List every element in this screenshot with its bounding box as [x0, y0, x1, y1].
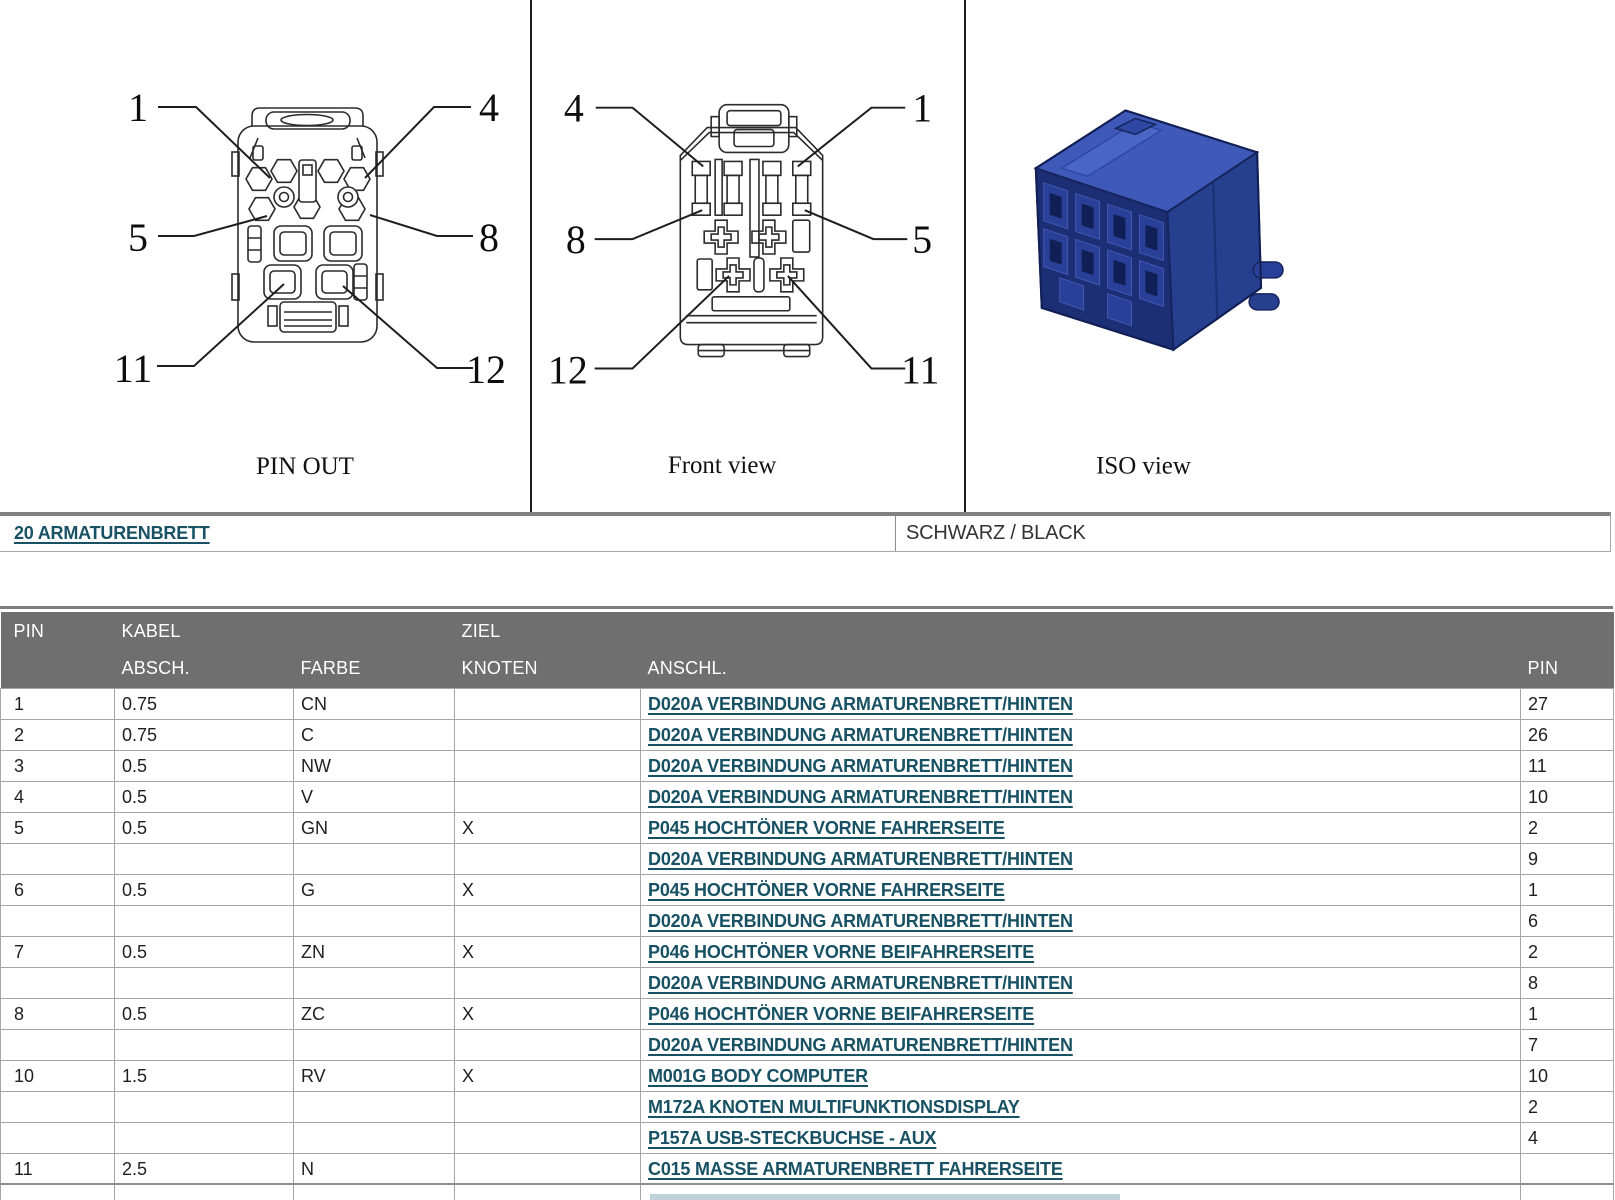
target-cell: [641, 1122, 1521, 1153]
table-row: [1, 905, 1614, 936]
connector-link[interactable]: M172A KNOTEN MULTIFUNKTIONSDISPLAY: [648, 1096, 1020, 1117]
knoten-cell: X: [455, 936, 641, 967]
pinout-callout-8: 8: [479, 215, 499, 260]
wire-color-cell: N: [294, 1153, 455, 1184]
table-row: [1, 1091, 1614, 1122]
connector-link[interactable]: D020A VERBINDUNG ARMATURENBRETT/HINTEN: [648, 724, 1073, 745]
connector-link[interactable]: D020A VERBINDUNG ARMATURENBRETT/HINTEN: [648, 910, 1073, 931]
knoten-cell: X: [455, 998, 641, 1029]
connector-color-cell: [895, 516, 1610, 551]
pinout-caption: PIN OUT: [256, 453, 354, 480]
wire-color-cell: ZC: [294, 998, 455, 1029]
connector-link[interactable]: D020A VERBINDUNG ARMATURENBRETT/HINTEN: [648, 1034, 1073, 1055]
header-spacer: [1521, 612, 1614, 650]
wire-color-cell: [294, 1029, 455, 1060]
pin-table-header: [1, 612, 1614, 688]
leader-line: [370, 215, 473, 236]
wire-size-cell: 0.5: [115, 998, 294, 1029]
header-pin-right: PIN: [1521, 650, 1614, 688]
front-callout-5: 5: [912, 218, 933, 263]
knoten-cell: [455, 1091, 641, 1122]
connector-link[interactable]: D020A VERBINDUNG ARMATURENBRETT/HINTEN: [648, 786, 1073, 807]
table-row: [1, 1153, 1614, 1184]
target-cell: [641, 967, 1521, 998]
front-callout-4: 4: [563, 86, 584, 131]
wire-size-cell: [115, 1029, 294, 1060]
connector-link[interactable]: D020A VERBINDUNG ARMATURENBRETT/HINTEN: [648, 693, 1073, 714]
header-kabel: KABEL: [115, 612, 455, 650]
connector-code-cell: [0, 516, 895, 551]
wire-color-cell: RV: [294, 1060, 455, 1091]
target-cell: [641, 936, 1521, 967]
connector-link[interactable]: P045 HOCHTÖNER VORNE FAHRERSEITE: [648, 879, 1005, 900]
target-pin-cell: 27: [1521, 688, 1614, 719]
pin-cell: [1, 1122, 115, 1153]
knoten-cell: [455, 719, 641, 750]
pin-cell: 2: [1, 719, 115, 750]
table-top-rule: [0, 606, 1613, 609]
front-callout-1: 1: [912, 86, 933, 131]
wire-color-cell: [294, 905, 455, 936]
target-pin-cell: 6: [1521, 905, 1614, 936]
pin-cell: 4: [1, 781, 115, 812]
pin-cell: 11: [1, 1153, 115, 1184]
wire-size-cell: 0.5: [115, 781, 294, 812]
wire-size-cell: 0.75: [115, 719, 294, 750]
table-row: [1, 874, 1614, 905]
target-pin-cell: 7: [1521, 1029, 1614, 1060]
knoten-cell: [455, 967, 641, 998]
panel-pinout: [0, 0, 530, 512]
wire-size-cell: [115, 1122, 294, 1153]
wire-size-cell: [115, 1091, 294, 1122]
pin-cell: 6: [1, 874, 115, 905]
target-pin-cell: 10: [1521, 1060, 1614, 1091]
pin-cell: 3: [1, 750, 115, 781]
wire-color-cell: V: [294, 781, 455, 812]
pin-cell: 10: [1, 1060, 115, 1091]
target-cell: [641, 1091, 1521, 1122]
header-farbe: FARBE: [294, 650, 455, 688]
leader-line: [343, 286, 473, 368]
pin-cell: 1: [1, 688, 115, 719]
table-row: [1, 1122, 1614, 1153]
pinout-diagram: [0, 0, 530, 512]
target-cell: [641, 1029, 1521, 1060]
connector-link[interactable]: P045 HOCHTÖNER VORNE FAHRERSEITE: [648, 817, 1005, 838]
pin-cell: [1, 1029, 115, 1060]
front-view-caption: Front view: [667, 451, 777, 479]
diagram-panels: [0, 0, 1615, 512]
pin-cell: 7: [1, 936, 115, 967]
header-pin: PIN: [1, 612, 115, 650]
target-pin-cell: 1: [1521, 874, 1614, 905]
pinout-callout-4: 4: [479, 85, 499, 130]
table-row: [1, 1029, 1614, 1060]
knoten-cell: [455, 1153, 641, 1184]
target-cell: [641, 750, 1521, 781]
header-knoten: KNOTEN: [455, 650, 641, 688]
header-absch: ABSCH.: [115, 650, 294, 688]
knoten-cell: X: [455, 1060, 641, 1091]
leader-line: [365, 107, 471, 178]
header-ziel: ZIEL: [455, 612, 1521, 650]
wire-size-cell: 0.75: [115, 688, 294, 719]
pin-cell: [1, 905, 115, 936]
pinout-callout-11: 11: [113, 346, 153, 391]
pin-cell: 5: [1, 812, 115, 843]
leader-line: [805, 210, 908, 239]
table-row-clipped: [1, 1184, 1614, 1200]
table-row: [1, 1060, 1614, 1091]
target-pin-cell: 2: [1521, 812, 1614, 843]
connector-link[interactable]: P157A USB-STECKBUCHSE - AUX: [648, 1127, 937, 1148]
wire-size-cell: 2.5: [115, 1153, 294, 1184]
knoten-cell: [455, 843, 641, 874]
table-row: [1, 750, 1614, 781]
iso-view-render: [966, 0, 1615, 512]
target-cell: [641, 905, 1521, 936]
leader-line: [595, 210, 703, 239]
target-pin-cell: 8: [1521, 967, 1614, 998]
wire-size-cell: 1.5: [115, 1060, 294, 1091]
wire-color-cell: G: [294, 874, 455, 905]
front-view-diagram: [532, 0, 964, 512]
panel-front-view: [532, 0, 964, 512]
knoten-cell: X: [455, 874, 641, 905]
knoten-cell: [455, 905, 641, 936]
leader-line: [798, 108, 906, 167]
wire-color-cell: [294, 1122, 455, 1153]
panel-iso-view: [966, 0, 1615, 512]
knoten-cell: [455, 781, 641, 812]
target-cell: [641, 874, 1521, 905]
wire-color-cell: GN: [294, 812, 455, 843]
connector-link[interactable]: P046 HOCHTÖNER VORNE BEIFAHRERSEITE: [648, 1003, 1035, 1024]
connector-link[interactable]: D020A VERBINDUNG ARMATURENBRETT/HINTEN: [648, 848, 1073, 869]
wire-color-cell: [294, 843, 455, 874]
knoten-cell: X: [455, 812, 641, 843]
target-pin-cell: 4: [1521, 1122, 1614, 1153]
target-cell: [641, 1153, 1521, 1184]
connector-color-label: SCHWARZ / BLACK: [906, 522, 1086, 544]
connector-link[interactable]: D020A VERBINDUNG ARMATURENBRETT/HINTEN: [648, 972, 1073, 993]
target-pin-cell: 2: [1521, 936, 1614, 967]
target-pin-cell: 26: [1521, 719, 1614, 750]
front-callout-11: 11: [901, 348, 940, 393]
knoten-cell: [455, 1122, 641, 1153]
table-row: [1, 936, 1614, 967]
clipped-link-sliver: [650, 1194, 1120, 1200]
pinout-callout-5: 5: [128, 215, 148, 260]
connector-link[interactable]: M001G BODY COMPUTER: [648, 1065, 868, 1086]
wire-size-cell: [115, 967, 294, 998]
target-cell: [641, 1060, 1521, 1091]
connector-link[interactable]: C015 MASSE ARMATURENBRETT FAHRERSEITE: [648, 1158, 1063, 1179]
wire-size-cell: 0.5: [115, 812, 294, 843]
connector-link[interactable]: D020A VERBINDUNG ARMATURENBRETT/HINTEN: [648, 755, 1073, 776]
table-row: [1, 812, 1614, 843]
target-pin-cell: 10: [1521, 781, 1614, 812]
wire-color-cell: [294, 1091, 455, 1122]
front-callout-12: 12: [547, 348, 588, 393]
pin-cell: [1, 1091, 115, 1122]
target-cell: [641, 812, 1521, 843]
wire-color-cell: CN: [294, 688, 455, 719]
target-pin-cell: 1: [1521, 998, 1614, 1029]
target-cell: [641, 843, 1521, 874]
table-row: [1, 688, 1614, 719]
knoten-cell: [455, 750, 641, 781]
knoten-cell: [455, 1029, 641, 1060]
target-pin-cell: [1521, 1153, 1614, 1184]
pin-cell: [1, 967, 115, 998]
header-anschl: ANSCHL.: [641, 650, 1521, 688]
target-pin-cell: 11: [1521, 750, 1614, 781]
wire-size-cell: [115, 843, 294, 874]
pinout-callout-1: 1: [128, 85, 148, 130]
header-spacer: [1, 650, 115, 688]
wire-size-cell: 0.5: [115, 750, 294, 781]
table-row: [1, 719, 1614, 750]
target-cell: [641, 719, 1521, 750]
pin-cell: [1, 843, 115, 874]
front-callout-8: 8: [565, 218, 586, 263]
connector-header-bar: [0, 512, 1611, 552]
target-cell: [641, 998, 1521, 1029]
wire-size-cell: 0.5: [115, 874, 294, 905]
iso-view-caption: ISO view: [1096, 452, 1191, 480]
wire-color-cell: NW: [294, 750, 455, 781]
wire-color-cell: [294, 967, 455, 998]
connector-code-link[interactable]: 20 ARMATURENBRETT: [14, 523, 210, 543]
pin-cell: 8: [1, 998, 115, 1029]
pinout-callout-12: 12: [466, 347, 506, 392]
target-cell: [641, 781, 1521, 812]
connector-link[interactable]: P046 HOCHTÖNER VORNE BEIFAHRERSEITE: [648, 941, 1035, 962]
table-row: [1, 967, 1614, 998]
target-cell: [641, 688, 1521, 719]
knoten-cell: [455, 688, 641, 719]
leader-line: [596, 108, 704, 167]
wire-color-cell: ZN: [294, 936, 455, 967]
wire-size-cell: [115, 905, 294, 936]
table-row: [1, 998, 1614, 1029]
target-pin-cell: 2: [1521, 1091, 1614, 1122]
pin-table: [0, 612, 1614, 1200]
wire-size-cell: 0.5: [115, 936, 294, 967]
wire-color-cell: C: [294, 719, 455, 750]
table-row: [1, 781, 1614, 812]
table-row: [1, 843, 1614, 874]
target-pin-cell: 9: [1521, 843, 1614, 874]
